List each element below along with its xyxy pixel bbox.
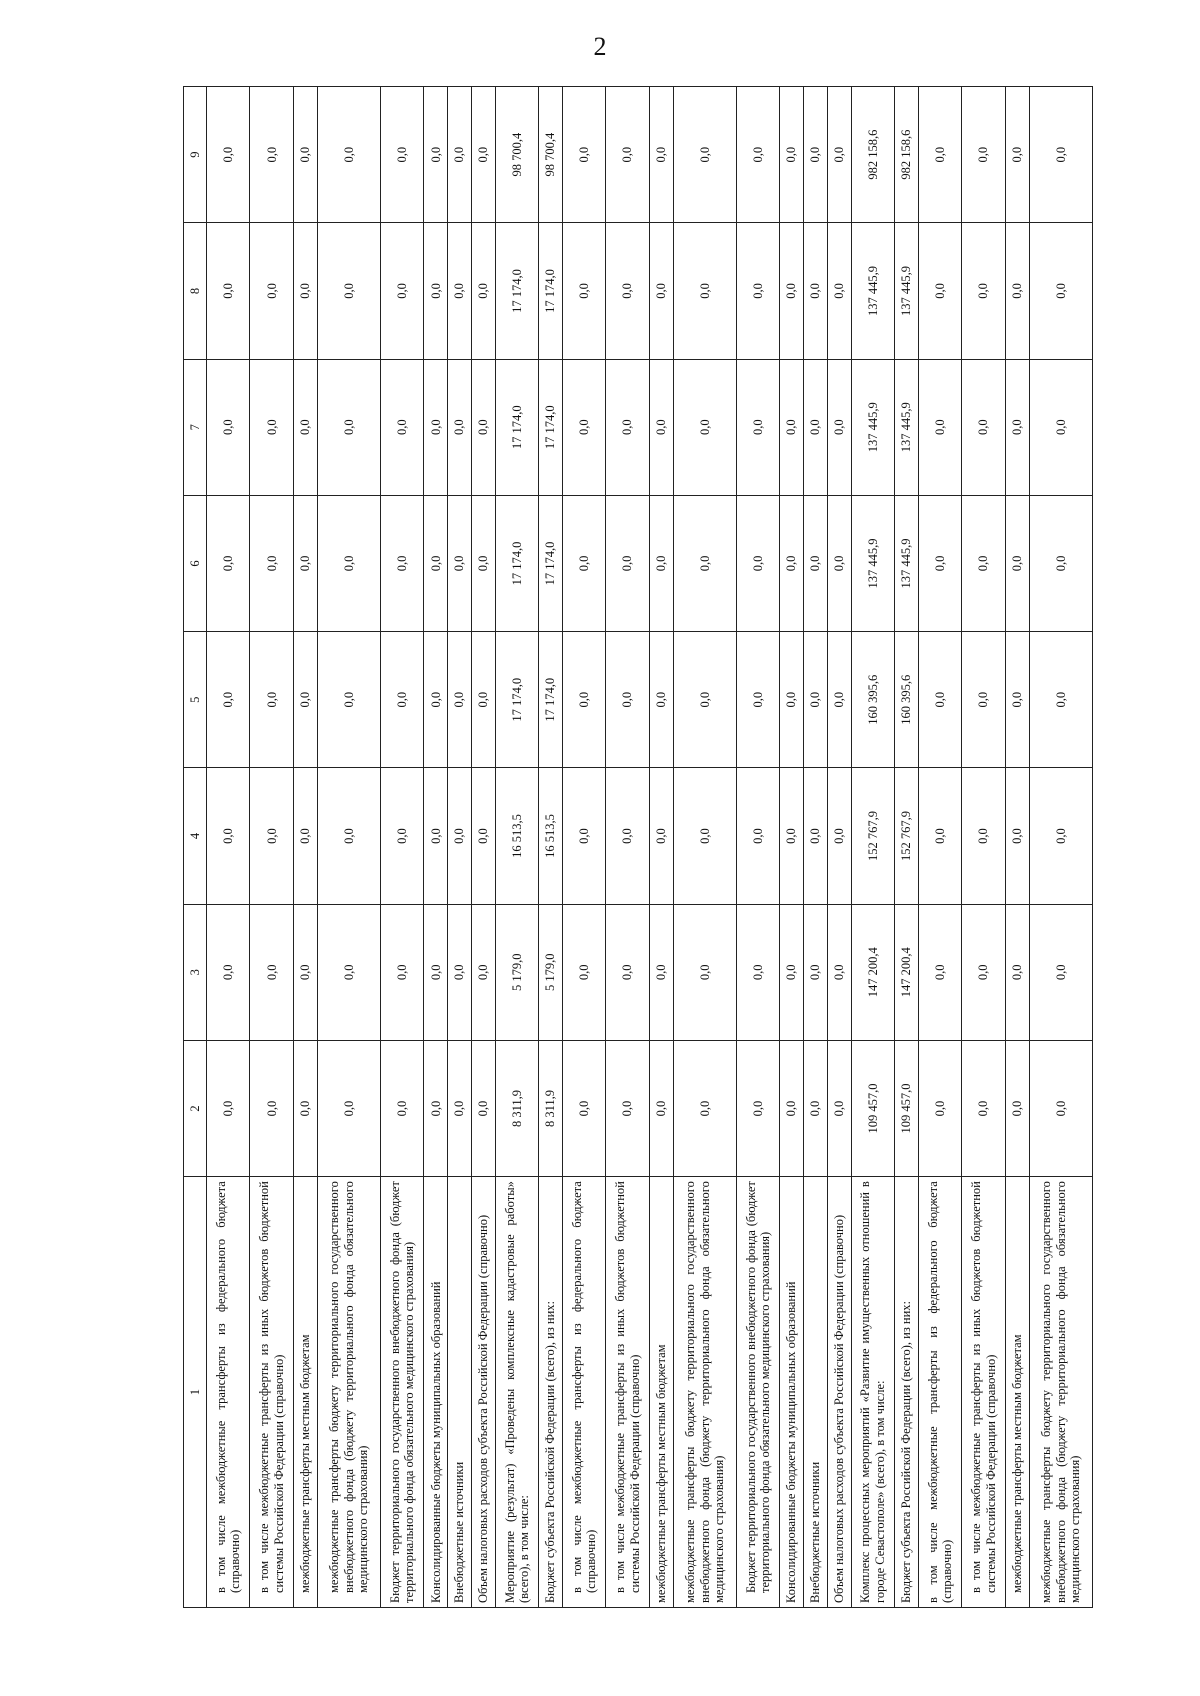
value-cell: 0,0	[448, 1040, 472, 1176]
value-cell: 0,0	[471, 495, 495, 631]
value-cell: 0,0	[736, 632, 779, 768]
value-cell: 0,0	[562, 904, 605, 1040]
value-cell: 0,0	[804, 359, 828, 495]
value-cell: 0,0	[827, 87, 851, 223]
value-cell: 0,0	[606, 87, 649, 223]
value-cell: 0,0	[317, 359, 380, 495]
value-cell: 0,0	[424, 87, 448, 223]
row-label: в том числе межбюджетные трансферты из иных бюджетов бюджетной системы Российской Федерации (справочно)	[962, 1177, 1005, 1608]
value-cell: 0,0	[804, 904, 828, 1040]
budget-table	[183, 86, 1093, 1608]
value-cell: 0,0	[380, 904, 423, 1040]
value-cell: 109 457,0	[895, 1040, 919, 1176]
value-cell: 0,0	[804, 1040, 828, 1176]
row-label: Внебюджетные источники	[804, 1177, 828, 1608]
value-cell: 0,0	[804, 632, 828, 768]
value-cell: 0,0	[649, 1040, 673, 1176]
value-cell: 0,0	[1005, 359, 1029, 495]
value-cell: 0,0	[207, 223, 250, 359]
table-row	[495, 87, 538, 1608]
value-cell: 0,0	[293, 1040, 317, 1176]
value-cell: 152 767,9	[851, 768, 894, 904]
value-cell: 98 700,4	[495, 87, 538, 223]
value-cell: 0,0	[918, 495, 961, 631]
row-label: межбюджетные трансферты местным бюджетам	[649, 1177, 673, 1608]
value-cell: 0,0	[962, 359, 1005, 495]
value-cell: 0,0	[673, 632, 736, 768]
value-cell: 0,0	[780, 1040, 804, 1176]
value-cell: 0,0	[424, 223, 448, 359]
value-cell: 17 174,0	[495, 632, 538, 768]
value-cell: 0,0	[424, 632, 448, 768]
table-row	[207, 87, 250, 1608]
row-label: Бюджет субъекта Российской Федерации (всего), из них:	[539, 1177, 563, 1608]
value-cell: 0,0	[918, 632, 961, 768]
value-cell: 0,0	[293, 87, 317, 223]
value-cell: 0,0	[317, 495, 380, 631]
value-cell: 0,0	[448, 632, 472, 768]
value-cell: 0,0	[317, 632, 380, 768]
value-cell: 137 445,9	[895, 223, 919, 359]
value-cell: 0,0	[673, 223, 736, 359]
row-label: Комплекс процессных мероприятий «Развитие имущественных отношений в городе Севастополе» (всего), в том числе:	[851, 1177, 894, 1608]
row-label: в том числе межбюджетные трансферты из федерального бюджета (справочно)	[562, 1177, 605, 1608]
value-cell: 0,0	[250, 359, 293, 495]
value-cell: 0,0	[317, 87, 380, 223]
value-cell: 147 200,4	[851, 904, 894, 1040]
value-cell: 0,0	[736, 359, 779, 495]
value-cell: 0,0	[424, 904, 448, 1040]
value-cell: 0,0	[293, 768, 317, 904]
value-cell: 5 179,0	[495, 904, 538, 1040]
value-cell: 0,0	[562, 223, 605, 359]
value-cell: 0,0	[736, 768, 779, 904]
value-cell: 0,0	[471, 1040, 495, 1176]
value-cell: 0,0	[649, 223, 673, 359]
table-row	[293, 87, 317, 1608]
value-cell: 137 445,9	[851, 223, 894, 359]
column-header: 4	[184, 768, 207, 904]
row-label: Внебюджетные источники	[448, 1177, 472, 1608]
value-cell: 0,0	[649, 87, 673, 223]
value-cell: 0,0	[471, 359, 495, 495]
value-cell: 0,0	[649, 495, 673, 631]
value-cell: 98 700,4	[539, 87, 563, 223]
row-label: Бюджет территориального государственного внебюджетного фонда (бюджет территориального фонда обязательного медицинского страхования)	[736, 1177, 779, 1608]
row-label: межбюджетные трансферты бюджету территориального государственного внебюджетного фонда (бюджету территориального фонда обязательного медицинского страхования)	[1029, 1177, 1092, 1608]
table-row	[448, 87, 472, 1608]
row-label: Бюджет субъекта Российской Федерации (всего), из них:	[895, 1177, 919, 1608]
value-cell: 0,0	[827, 359, 851, 495]
value-cell: 0,0	[1005, 223, 1029, 359]
value-cell: 0,0	[1029, 359, 1092, 495]
value-cell: 17 174,0	[539, 223, 563, 359]
value-cell: 0,0	[918, 1040, 961, 1176]
row-label: Объем налоговых расходов субъекта Российской Федерации (справочно)	[471, 1177, 495, 1608]
row-label: Объем налоговых расходов субъекта Российской Федерации (справочно)	[827, 1177, 851, 1608]
value-cell: 0,0	[1029, 768, 1092, 904]
value-cell: 0,0	[471, 904, 495, 1040]
value-cell: 0,0	[448, 87, 472, 223]
value-cell: 0,0	[471, 632, 495, 768]
value-cell: 0,0	[424, 359, 448, 495]
column-header: 2	[184, 1040, 207, 1176]
value-cell: 0,0	[780, 904, 804, 1040]
value-cell: 0,0	[606, 1040, 649, 1176]
value-cell: 0,0	[673, 495, 736, 631]
value-cell: 0,0	[606, 904, 649, 1040]
value-cell: 17 174,0	[495, 359, 538, 495]
row-label: Мероприятие (результат) «Проведены комплексные кадастровые работы» (всего), в том числе:	[495, 1177, 538, 1608]
value-cell: 0,0	[317, 768, 380, 904]
value-cell: 0,0	[207, 1040, 250, 1176]
value-cell: 109 457,0	[851, 1040, 894, 1176]
value-cell: 8 311,9	[539, 1040, 563, 1176]
value-cell: 0,0	[780, 495, 804, 631]
value-cell: 0,0	[562, 632, 605, 768]
value-cell: 0,0	[1005, 495, 1029, 631]
value-cell: 0,0	[673, 359, 736, 495]
row-label: в том числе межбюджетные трансферты из федерального бюджета (справочно)	[918, 1177, 961, 1608]
table-body	[207, 87, 1093, 1608]
value-cell: 0,0	[380, 359, 423, 495]
table-row	[606, 87, 649, 1608]
value-cell: 0,0	[918, 768, 961, 904]
table-row	[827, 87, 851, 1608]
value-cell: 0,0	[780, 768, 804, 904]
value-cell: 0,0	[1029, 495, 1092, 631]
value-cell: 152 767,9	[895, 768, 919, 904]
value-cell: 0,0	[562, 495, 605, 631]
column-header: 6	[184, 495, 207, 631]
value-cell: 0,0	[424, 495, 448, 631]
value-cell: 0,0	[827, 904, 851, 1040]
value-cell: 0,0	[780, 87, 804, 223]
value-cell: 0,0	[207, 768, 250, 904]
value-cell: 0,0	[448, 359, 472, 495]
value-cell: 0,0	[293, 632, 317, 768]
table-row	[895, 87, 919, 1608]
value-cell: 0,0	[606, 495, 649, 631]
value-cell: 0,0	[649, 904, 673, 1040]
value-cell: 16 513,5	[495, 768, 538, 904]
table-row	[539, 87, 563, 1608]
table-row	[424, 87, 448, 1608]
value-cell: 137 445,9	[851, 495, 894, 631]
column-header: 1	[184, 1177, 207, 1608]
table-row	[562, 87, 605, 1608]
row-label: межбюджетные трансферты местным бюджетам	[293, 1177, 317, 1608]
value-cell: 0,0	[1029, 87, 1092, 223]
table-row	[918, 87, 961, 1608]
value-cell: 0,0	[827, 495, 851, 631]
value-cell: 0,0	[562, 87, 605, 223]
table-row	[317, 87, 380, 1608]
value-cell: 160 395,6	[895, 632, 919, 768]
value-cell: 0,0	[962, 1040, 1005, 1176]
value-cell: 0,0	[606, 632, 649, 768]
value-cell: 0,0	[1029, 632, 1092, 768]
value-cell: 0,0	[673, 87, 736, 223]
value-cell: 0,0	[424, 1040, 448, 1176]
row-label: межбюджетные трансферты местным бюджетам	[1005, 1177, 1029, 1608]
value-cell: 0,0	[827, 223, 851, 359]
value-cell: 16 513,5	[539, 768, 563, 904]
table-row	[471, 87, 495, 1608]
value-cell: 0,0	[673, 904, 736, 1040]
row-label: Консолидированные бюджеты муниципальных образований	[424, 1177, 448, 1608]
table-row	[250, 87, 293, 1608]
value-cell: 0,0	[962, 87, 1005, 223]
value-cell: 0,0	[606, 768, 649, 904]
value-cell: 17 174,0	[539, 495, 563, 631]
column-header: 7	[184, 359, 207, 495]
value-cell: 0,0	[962, 632, 1005, 768]
value-cell: 0,0	[317, 1040, 380, 1176]
value-cell: 0,0	[448, 768, 472, 904]
value-cell: 0,0	[962, 768, 1005, 904]
page-number: 2	[593, 32, 607, 61]
column-header: 3	[184, 904, 207, 1040]
rotated-table-container	[183, 86, 1093, 1608]
row-label: в том числе межбюджетные трансферты из федерального бюджета (справочно)	[207, 1177, 250, 1608]
table-row	[1029, 87, 1092, 1608]
value-cell: 0,0	[827, 1040, 851, 1176]
value-cell: 5 179,0	[539, 904, 563, 1040]
value-cell: 0,0	[1029, 904, 1092, 1040]
value-cell: 0,0	[448, 904, 472, 1040]
value-cell: 0,0	[827, 768, 851, 904]
value-cell: 0,0	[918, 359, 961, 495]
value-cell: 0,0	[380, 1040, 423, 1176]
value-cell: 0,0	[471, 223, 495, 359]
value-cell: 0,0	[1005, 904, 1029, 1040]
value-cell: 0,0	[562, 359, 605, 495]
value-cell: 0,0	[804, 768, 828, 904]
table-row	[804, 87, 828, 1608]
value-cell: 0,0	[1005, 87, 1029, 223]
value-cell: 0,0	[962, 223, 1005, 359]
value-cell: 17 174,0	[495, 223, 538, 359]
value-cell: 17 174,0	[539, 359, 563, 495]
value-cell: 0,0	[1029, 1040, 1092, 1176]
value-cell: 0,0	[649, 632, 673, 768]
value-cell: 0,0	[562, 768, 605, 904]
row-label: Бюджет территориального государственного внебюджетного фонда (бюджет территориального фонда обязательного медицинского страхования)	[380, 1177, 423, 1608]
value-cell: 0,0	[736, 1040, 779, 1176]
value-cell: 17 174,0	[495, 495, 538, 631]
value-cell: 0,0	[736, 495, 779, 631]
value-cell: 0,0	[804, 87, 828, 223]
value-cell: 0,0	[380, 223, 423, 359]
value-cell: 0,0	[250, 495, 293, 631]
row-label: межбюджетные трансферты бюджету территориального государственного внебюджетного фонда (бюджету территориального фонда обязательного медицинского страхования)	[673, 1177, 736, 1608]
value-cell: 982 158,6	[895, 87, 919, 223]
table-row	[380, 87, 423, 1608]
value-cell: 0,0	[448, 223, 472, 359]
value-cell: 0,0	[317, 223, 380, 359]
value-cell: 0,0	[250, 768, 293, 904]
value-cell: 0,0	[804, 495, 828, 631]
value-cell: 17 174,0	[539, 632, 563, 768]
value-cell: 982 158,6	[851, 87, 894, 223]
column-header: 5	[184, 632, 207, 768]
table-row	[649, 87, 673, 1608]
value-cell: 0,0	[293, 495, 317, 631]
value-cell: 0,0	[448, 495, 472, 631]
value-cell: 0,0	[293, 223, 317, 359]
table-row	[780, 87, 804, 1608]
value-cell: 0,0	[380, 768, 423, 904]
value-cell: 0,0	[562, 1040, 605, 1176]
value-cell: 0,0	[207, 495, 250, 631]
value-cell: 0,0	[250, 1040, 293, 1176]
value-cell: 0,0	[804, 223, 828, 359]
row-label: в том числе межбюджетные трансферты из иных бюджетов бюджетной системы Российской Федерации (справочно)	[606, 1177, 649, 1608]
value-cell: 137 445,9	[895, 359, 919, 495]
value-cell: 0,0	[606, 223, 649, 359]
value-cell: 137 445,9	[851, 359, 894, 495]
value-cell: 0,0	[1005, 1040, 1029, 1176]
value-cell: 0,0	[207, 87, 250, 223]
value-cell: 8 311,9	[495, 1040, 538, 1176]
value-cell: 0,0	[250, 87, 293, 223]
value-cell: 137 445,9	[895, 495, 919, 631]
row-label: межбюджетные трансферты бюджету территориального государственного внебюджетного фонда (бюджету территориального фонда обязательного медицинского страхования)	[317, 1177, 380, 1608]
value-cell: 0,0	[606, 359, 649, 495]
value-cell: 0,0	[736, 223, 779, 359]
value-cell: 0,0	[736, 904, 779, 1040]
value-cell: 0,0	[780, 359, 804, 495]
value-cell: 0,0	[736, 87, 779, 223]
value-cell: 0,0	[918, 223, 961, 359]
value-cell: 0,0	[471, 768, 495, 904]
value-cell: 0,0	[207, 904, 250, 1040]
value-cell: 0,0	[317, 904, 380, 1040]
value-cell: 0,0	[962, 495, 1005, 631]
value-cell: 0,0	[380, 87, 423, 223]
value-cell: 0,0	[780, 632, 804, 768]
column-header: 8	[184, 223, 207, 359]
value-cell: 0,0	[673, 1040, 736, 1176]
value-cell: 0,0	[424, 768, 448, 904]
value-cell: 0,0	[1005, 632, 1029, 768]
table-row	[851, 87, 894, 1608]
value-cell: 0,0	[673, 768, 736, 904]
value-cell: 0,0	[962, 904, 1005, 1040]
value-cell: 0,0	[471, 87, 495, 223]
value-cell: 0,0	[207, 359, 250, 495]
value-cell: 0,0	[380, 632, 423, 768]
row-label: в том числе межбюджетные трансферты из иных бюджетов бюджетной системы Российской Федерации (справочно)	[250, 1177, 293, 1608]
value-cell: 0,0	[293, 904, 317, 1040]
value-cell: 0,0	[250, 632, 293, 768]
value-cell: 0,0	[649, 768, 673, 904]
table-row	[736, 87, 779, 1608]
value-cell: 0,0	[1029, 223, 1092, 359]
table-row	[962, 87, 1005, 1608]
value-cell: 160 395,6	[851, 632, 894, 768]
header-row	[184, 87, 207, 1608]
value-cell: 0,0	[649, 359, 673, 495]
value-cell: 0,0	[250, 223, 293, 359]
table-row	[673, 87, 736, 1608]
value-cell: 0,0	[207, 632, 250, 768]
value-cell: 147 200,4	[895, 904, 919, 1040]
value-cell: 0,0	[780, 223, 804, 359]
table-row	[1005, 87, 1029, 1608]
value-cell: 0,0	[293, 359, 317, 495]
value-cell: 0,0	[250, 904, 293, 1040]
value-cell: 0,0	[827, 632, 851, 768]
row-label: Консолидированные бюджеты муниципальных образований	[780, 1177, 804, 1608]
value-cell: 0,0	[1005, 768, 1029, 904]
column-header: 9	[184, 87, 207, 223]
value-cell: 0,0	[380, 495, 423, 631]
value-cell: 0,0	[918, 904, 961, 1040]
value-cell: 0,0	[918, 87, 961, 223]
